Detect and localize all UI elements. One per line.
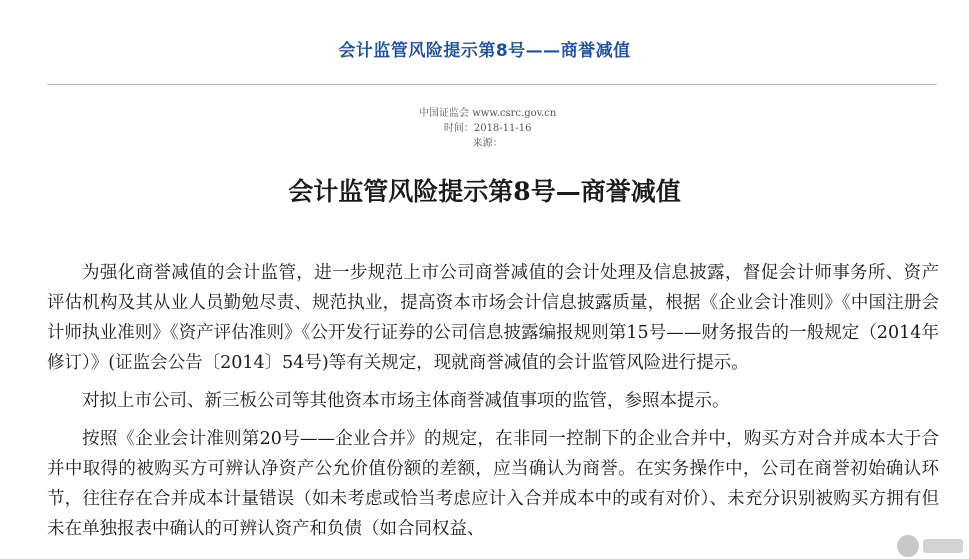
paragraph-scope: 对拟上市公司、新三板公司等其他资本市场主体商誉减值事项的监管，参照本提示。 xyxy=(82,391,730,411)
article-meta xyxy=(0,93,969,149)
watermark-mark xyxy=(923,539,963,553)
header-divider xyxy=(47,84,937,85)
article-title: 会计监管风险提示第8号—商誉减值 xyxy=(288,177,681,206)
page-title: 会计监管风险提示第8号——商誉减值 xyxy=(338,41,631,61)
source-label: 来源： xyxy=(472,138,503,149)
watermark-logo xyxy=(897,535,963,557)
article-body xyxy=(47,258,939,552)
publish-time: 时间：2018-11-16 xyxy=(443,123,532,134)
paragraph-intro: 为强化商誉减值的会计监管，进一步规范上市公司商誉减值的会计处理及信息披露，督促会计师事务所、资产评估机构及其从业人员勤勉尽责、规范执业，提高资本市场会计信息披露质量，根据《企业会计准则》《中国注册会计师执业准则》《资产评估准则》《公开发行证券的公司信息披露编报规则第15号——财务报告的一般规定（2014年修订）》(证监会公告〔2014〕54号)等有关规定，现就商誉减值的会计监管风险进行提示。 xyxy=(47,263,939,373)
paragraph-goodwill: 按照《企业会计准则第20号——企业合并》的规定，在非同一控制下的企业合并中，购买方对合并成本大于合并中取得的被购买方可辨认净资产公允价值份额的差额，应当确认为商誉。在实务操作中，公司在商誉初始确认环节，往往存在合并成本计量错误（如未考虑或恰当考虑应计入合并成本中的或有对价）、未充分识别被购买方拥有但未在单独报表中确认的可辨认资产和负债（如合同权益、 xyxy=(47,429,939,539)
source-site: 中国证监会 www.csrc.gov.cn xyxy=(419,108,557,119)
watermark-icon xyxy=(897,535,919,557)
